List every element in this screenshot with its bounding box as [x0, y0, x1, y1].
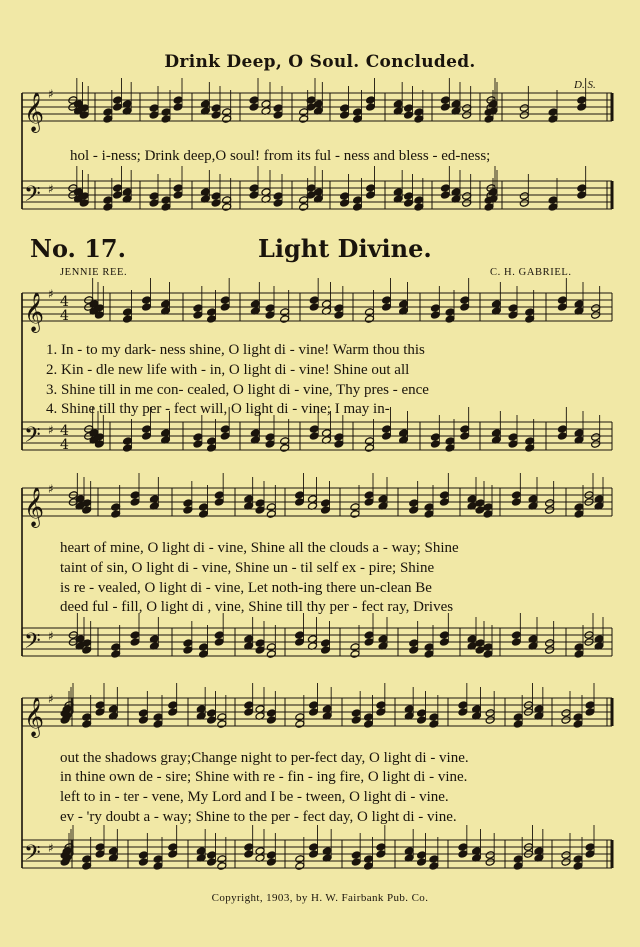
svg-text:𝄞: 𝄞 — [24, 92, 45, 132]
svg-text:♯: ♯ — [48, 287, 54, 301]
svg-text:𝄞: 𝄞 — [24, 487, 45, 527]
system1-verse1: 1. In - to my dark- ness shine, O light di - vine! Warm thou this — [46, 342, 425, 358]
hymn-title: Light Divine. — [258, 234, 432, 263]
svg-text:♯: ♯ — [48, 629, 54, 643]
composer-credit: C. H. GABRIEL. — [490, 267, 572, 278]
svg-text:𝄢: 𝄢 — [24, 423, 41, 453]
copyright-notice: Copyright, 1903, by H. W. Fairbank Pub. Co. — [211, 892, 429, 904]
svg-text:♯: ♯ — [48, 87, 54, 101]
svg-text:4: 4 — [60, 437, 69, 453]
system3-verse4: ev - 'ry doubt a - way; Shine to the per - fect day, O light di - vine. — [60, 809, 457, 825]
concluded-lyric-line: hol - i-ness; Drink deep,O soul! from its ful - ness and bless - ed-ness; — [70, 148, 491, 164]
svg-text:♯: ♯ — [48, 182, 54, 196]
system2-verse3: is re - vealed, O light di - vine, Let noth-ing there un-clean Be — [60, 580, 432, 596]
lyricist-credit: JENNIE REE. — [60, 267, 128, 278]
system3-verse1: out the shadows gray;Change night to per-fect day, O light di - vine. — [60, 750, 469, 766]
system1-verse3: 3. Shine till in me con- cealed, O light di - vine, Thy pres - ence — [46, 382, 429, 398]
ds-mark: D. S. — [574, 79, 596, 91]
svg-text:4: 4 — [60, 294, 69, 310]
system2-verse1: heart of mine, O light di - vine, Shine all the clouds a - way; Shine — [60, 540, 459, 556]
system1-verse2: 2. Kin - dle new life with - in, O light di - vine! Shine out all — [46, 362, 410, 378]
system3-verse2: in thine own de - sire; Shine with re - fin - ing fire, O light di - vine. — [60, 769, 468, 785]
system2-verse4: deed ful - fill, O light di , vine, Shine till thy per - fect ray, Drives — [60, 599, 454, 615]
svg-text:𝄢: 𝄢 — [24, 629, 41, 659]
svg-text:♯: ♯ — [48, 423, 54, 437]
system3-verse3: left to in - ter - vene, My Lord and I be - tween, O light di - vine. — [60, 789, 449, 805]
hymn-number: No. 17. — [30, 234, 126, 263]
svg-text:4: 4 — [60, 423, 69, 439]
svg-text:♯: ♯ — [48, 841, 54, 855]
svg-text:𝄞: 𝄞 — [24, 697, 45, 737]
svg-text:♯: ♯ — [48, 692, 54, 706]
system1-verse4: 4. Shine till thy per - fect will, O light di - vine; I may in- — [46, 401, 390, 417]
svg-text:4: 4 — [60, 308, 69, 324]
svg-text:𝄢: 𝄢 — [24, 182, 41, 212]
svg-text:𝄞: 𝄞 — [24, 292, 45, 332]
svg-text:♯: ♯ — [48, 482, 54, 496]
svg-text:𝄢: 𝄢 — [24, 841, 41, 871]
continued-hymn-title: Drink Deep, O Soul. Concluded. — [164, 52, 476, 72]
system2-verse2: taint of sin, O light di - vine, Shine un - til self ex - pire; Shine — [60, 560, 435, 576]
